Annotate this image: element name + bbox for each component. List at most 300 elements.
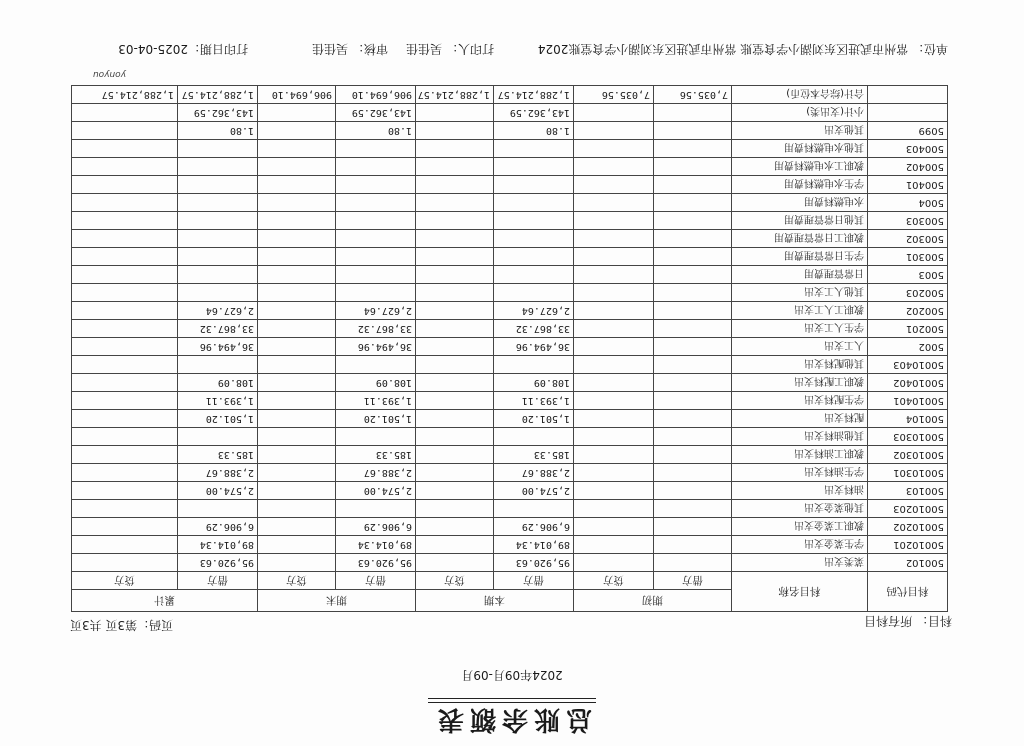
current-debit: 1,393.11: [494, 392, 574, 410]
current-credit: [416, 446, 494, 464]
cumulative-credit: [71, 554, 177, 572]
opening-credit: [574, 518, 654, 536]
table-row: [71, 554, 947, 572]
table-row: [71, 194, 947, 212]
closing-debit: [336, 248, 416, 266]
current-credit: [416, 230, 494, 248]
opening-credit: 7,035.56: [574, 86, 654, 104]
closing-debit: 2,388.67: [336, 464, 416, 482]
table-row: [71, 374, 947, 392]
opening-credit: [574, 554, 654, 572]
table-row: [71, 122, 947, 140]
table-row: [71, 320, 947, 338]
opening-debit: [654, 374, 732, 392]
closing-debit: [336, 158, 416, 176]
closing-debit: 36,494.96: [336, 338, 416, 356]
report-period: 2024年09月-09月: [461, 668, 563, 682]
current-credit: [416, 500, 494, 518]
cumulative-credit: [71, 104, 177, 122]
closing-credit: [258, 500, 336, 518]
footer-print-date: 打印日期：2025-04-03: [118, 42, 248, 56]
closing-debit: 143,362.59: [336, 104, 416, 122]
cumulative-debit: 1,501.20: [178, 410, 258, 428]
closing-debit: [336, 266, 416, 284]
account-name: 学生日常管理费用: [732, 248, 868, 266]
header-debit: 借方: [336, 572, 416, 590]
account-code: 5003: [868, 266, 948, 284]
closing-debit: 1.80: [336, 122, 416, 140]
closing-credit: [258, 536, 336, 554]
cumulative-debit: [178, 266, 258, 284]
cumulative-debit: [178, 230, 258, 248]
opening-debit: [654, 356, 732, 374]
closing-credit: [258, 266, 336, 284]
account-code: 50010302: [868, 446, 948, 464]
current-credit: [416, 212, 494, 230]
cumulative-credit: [71, 428, 177, 446]
opening-debit: [654, 230, 732, 248]
current-debit: [494, 266, 574, 284]
cumulative-debit: 33,867.32: [178, 320, 258, 338]
account-name: 其他菜金支出: [732, 500, 868, 518]
closing-credit: [258, 104, 336, 122]
closing-debit: 1,501.20: [336, 410, 416, 428]
closing-debit: 33,867.32: [336, 320, 416, 338]
closing-debit: 89,014.34: [336, 536, 416, 554]
table-row: [71, 392, 947, 410]
current-debit: [494, 428, 574, 446]
current-debit: 143,362.59: [494, 104, 574, 122]
opening-credit: [574, 356, 654, 374]
closing-debit: [336, 140, 416, 158]
cumulative-credit: [71, 248, 177, 266]
account-code: 50010403: [868, 356, 948, 374]
header-debit: 借方: [654, 572, 732, 590]
account-name: 学生菜金支出: [732, 536, 868, 554]
cumulative-debit: 89,014.34: [178, 536, 258, 554]
opening-debit: [654, 104, 732, 122]
opening-debit: [654, 266, 732, 284]
account-name: 学生油料支出: [732, 464, 868, 482]
current-credit: [416, 338, 494, 356]
cumulative-debit: 143,362.59: [178, 104, 258, 122]
account-code: [868, 86, 948, 104]
opening-credit: [574, 392, 654, 410]
header-debit: 借方: [178, 572, 258, 590]
account-code: 5099: [868, 122, 948, 140]
closing-credit: [258, 554, 336, 572]
current-credit: [416, 428, 494, 446]
closing-credit: [258, 338, 336, 356]
cumulative-debit: [178, 158, 258, 176]
current-debit: 6,906.29: [494, 518, 574, 536]
current-debit: [494, 284, 574, 302]
opening-debit: [654, 248, 732, 266]
account-code: 500201: [868, 320, 948, 338]
account-code: 500202: [868, 302, 948, 320]
cumulative-credit: [71, 284, 177, 302]
current-credit: [416, 554, 494, 572]
closing-debit: [336, 500, 416, 518]
header-credit: 贷方: [416, 572, 494, 590]
closing-credit: [258, 356, 336, 374]
closing-credit: [258, 194, 336, 212]
table-row: [71, 248, 947, 266]
header-credit: 贷方: [574, 572, 654, 590]
account-code: 500403: [868, 140, 948, 158]
current-debit: 108.09: [494, 374, 574, 392]
account-name: 学生水电燃料费用: [732, 176, 868, 194]
cumulative-debit: [178, 248, 258, 266]
opening-debit: [654, 482, 732, 500]
account-name: 其他日常管理费用: [732, 212, 868, 230]
table-row: [71, 518, 947, 536]
current-debit: 33,867.32: [494, 320, 574, 338]
opening-debit: [654, 320, 732, 338]
current-debit: [494, 230, 574, 248]
cumulative-debit: [178, 194, 258, 212]
table-row: [71, 536, 947, 554]
cumulative-debit: 36,494.96: [178, 338, 258, 356]
current-debit: [494, 356, 574, 374]
opening-debit: [654, 554, 732, 572]
opening-debit: [654, 392, 732, 410]
account-name: 其他支出: [732, 122, 868, 140]
header-cumulative: 累计: [71, 590, 257, 612]
closing-debit: [336, 284, 416, 302]
cumulative-debit: 2,388.67: [178, 464, 258, 482]
closing-credit: [258, 428, 336, 446]
account-code: 500301: [868, 248, 948, 266]
closing-credit: 906,694.10: [258, 86, 336, 104]
current-credit: [416, 464, 494, 482]
cumulative-credit: [71, 320, 177, 338]
header-current: 本期: [416, 590, 574, 612]
account-code: 500303: [868, 212, 948, 230]
opening-debit: [654, 410, 732, 428]
current-credit: 1,288,214.57: [416, 86, 494, 104]
cumulative-debit: 2,574.00: [178, 482, 258, 500]
account-code: 50010203: [868, 500, 948, 518]
table-row: [71, 464, 947, 482]
account-code: 50010202: [868, 518, 948, 536]
cumulative-credit: [71, 464, 177, 482]
closing-debit: 2,574.00: [336, 482, 416, 500]
account-name: 其他水电燃料费用: [732, 140, 868, 158]
subject-filter: 科目： 所有科目: [864, 614, 952, 628]
closing-debit: [336, 212, 416, 230]
closing-credit: [258, 446, 336, 464]
current-credit: [416, 518, 494, 536]
current-debit: [494, 248, 574, 266]
cumulative-debit: 95,920.63: [178, 554, 258, 572]
account-name: 教职工人工支出: [732, 302, 868, 320]
footer-printer: 打印人： 吴佳佳: [406, 42, 494, 56]
opening-debit: [654, 500, 732, 518]
account-code: 500103: [868, 482, 948, 500]
current-debit: [494, 212, 574, 230]
cumulative-credit: [71, 482, 177, 500]
current-debit: [494, 158, 574, 176]
account-name: 教职工配料支出: [732, 374, 868, 392]
opening-credit: [574, 320, 654, 338]
cumulative-debit: [178, 212, 258, 230]
account-code: [868, 104, 948, 122]
opening-debit: [654, 302, 732, 320]
closing-credit: [258, 320, 336, 338]
closing-debit: 108.09: [336, 374, 416, 392]
account-code: 500401: [868, 176, 948, 194]
opening-credit: [574, 104, 654, 122]
account-code: 50010402: [868, 374, 948, 392]
cumulative-credit: [71, 194, 177, 212]
current-debit: 1.80: [494, 122, 574, 140]
closing-credit: [258, 284, 336, 302]
current-credit: [416, 248, 494, 266]
closing-credit: [258, 176, 336, 194]
table-row: [71, 212, 947, 230]
current-credit: [416, 158, 494, 176]
closing-credit: [258, 212, 336, 230]
current-debit: 1,288,214.57: [494, 86, 574, 104]
current-debit: [494, 500, 574, 518]
cumulative-debit: [178, 284, 258, 302]
ledger-body: [71, 86, 947, 572]
closing-credit: [258, 374, 336, 392]
footer-unit: 单位： 常州市武进区东刘湖小学食堂账 常州市武进区东刘湖小学食堂账2024: [537, 42, 948, 56]
closing-debit: 906,694.10: [336, 86, 416, 104]
page-info: 页码：第3页 共3页: [70, 618, 174, 632]
closing-credit: [258, 464, 336, 482]
closing-credit: [258, 140, 336, 158]
table-row: [71, 446, 947, 464]
opening-credit: [574, 374, 654, 392]
closing-credit: [258, 410, 336, 428]
header-name: 科目名称: [732, 572, 868, 612]
current-debit: 89,014.34: [494, 536, 574, 554]
closing-debit: [336, 194, 416, 212]
account-name: 学生配料支出: [732, 392, 868, 410]
total-row: [71, 86, 947, 104]
opening-credit: [574, 284, 654, 302]
current-credit: [416, 374, 494, 392]
account-name: 教职工菜金支出: [732, 518, 868, 536]
cumulative-credit: [71, 302, 177, 320]
current-credit: [416, 284, 494, 302]
cumulative-debit: 1.80: [178, 122, 258, 140]
cumulative-debit: 185.33: [178, 446, 258, 464]
current-credit: [416, 140, 494, 158]
account-code: 50010301: [868, 464, 948, 482]
account-code: 50010201: [868, 536, 948, 554]
closing-credit: [258, 122, 336, 140]
closing-credit: [258, 482, 336, 500]
opening-credit: [574, 266, 654, 284]
closing-credit: [258, 230, 336, 248]
table-row: [71, 410, 947, 428]
table-row: [71, 302, 947, 320]
header-debit: 借方: [494, 572, 574, 590]
closing-debit: 1,393.11: [336, 392, 416, 410]
account-name: 教职工油料支出: [732, 446, 868, 464]
opening-credit: [574, 338, 654, 356]
current-credit: [416, 320, 494, 338]
cumulative-credit: [71, 518, 177, 536]
current-credit: [416, 482, 494, 500]
cumulative-credit: [71, 266, 177, 284]
closing-credit: [258, 158, 336, 176]
current-debit: 2,574.00: [494, 482, 574, 500]
opening-debit: [654, 518, 732, 536]
closing-credit: [258, 302, 336, 320]
opening-debit: [654, 140, 732, 158]
account-name: 其他油料支出: [732, 428, 868, 446]
closing-debit: [336, 230, 416, 248]
cumulative-credit: [71, 338, 177, 356]
account-name: 学生人工支出: [732, 320, 868, 338]
opening-credit: [574, 122, 654, 140]
opening-debit: [654, 428, 732, 446]
cumulative-credit: [71, 230, 177, 248]
current-debit: 2,627.64: [494, 302, 574, 320]
closing-credit: [258, 392, 336, 410]
cumulative-debit: 1,288,214.57: [178, 86, 258, 104]
account-name: 其他配料支出: [732, 356, 868, 374]
opening-credit: [574, 302, 654, 320]
closing-debit: [336, 356, 416, 374]
cumulative-debit: 108.09: [178, 374, 258, 392]
cumulative-credit: [71, 446, 177, 464]
account-name: 合计(综合本位币): [732, 86, 868, 104]
opening-debit: [654, 122, 732, 140]
account-name: 教职工水电燃料费用: [732, 158, 868, 176]
cumulative-debit: 2,627.64: [178, 302, 258, 320]
current-credit: [416, 266, 494, 284]
table-row: [71, 266, 947, 284]
opening-credit: [574, 428, 654, 446]
account-name: 其他人工支出: [732, 284, 868, 302]
current-debit: 2,388.67: [494, 464, 574, 482]
current-credit: [416, 392, 494, 410]
cumulative-debit: [178, 176, 258, 194]
opening-credit: [574, 140, 654, 158]
opening-debit: [654, 338, 732, 356]
header-closing: 期末: [258, 590, 416, 612]
closing-debit: 185.33: [336, 446, 416, 464]
cumulative-credit: [71, 410, 177, 428]
opening-debit: [654, 212, 732, 230]
account-name: 油料支出: [732, 482, 868, 500]
cumulative-debit: 1,393.11: [178, 392, 258, 410]
closing-debit: [336, 428, 416, 446]
opening-debit: [654, 194, 732, 212]
current-debit: [494, 176, 574, 194]
table-row: [71, 284, 947, 302]
table-row: [71, 428, 947, 446]
opening-credit: [574, 482, 654, 500]
account-name: 菜类支出: [732, 554, 868, 572]
account-name: 水电燃料费用: [732, 194, 868, 212]
table-row: [71, 338, 947, 356]
opening-debit: [654, 464, 732, 482]
cumulative-credit: [71, 212, 177, 230]
closing-debit: 2,627.64: [336, 302, 416, 320]
cumulative-debit: [178, 428, 258, 446]
opening-credit: [574, 194, 654, 212]
closing-credit: [258, 518, 336, 536]
header-opening: 期初: [574, 590, 732, 612]
cumulative-credit: [71, 356, 177, 374]
account-name: 小计(支出类): [732, 104, 868, 122]
table-row: [71, 500, 947, 518]
opening-credit: [574, 176, 654, 194]
current-credit: [416, 104, 494, 122]
table-row: [71, 158, 947, 176]
table-row: [71, 356, 947, 374]
current-debit: 185.33: [494, 446, 574, 464]
table-row: [71, 482, 947, 500]
opening-credit: [574, 212, 654, 230]
current-debit: 95,920.63: [494, 554, 574, 572]
opening-debit: [654, 536, 732, 554]
account-name: 日常管理费用: [732, 266, 868, 284]
header-code: 科目代码: [868, 572, 948, 612]
account-code: 50010303: [868, 428, 948, 446]
current-debit: 36,494.96: [494, 338, 574, 356]
cumulative-credit: [71, 176, 177, 194]
cumulative-debit: 6,906.29: [178, 518, 258, 536]
account-name: 人工支出: [732, 338, 868, 356]
opening-debit: [654, 158, 732, 176]
closing-debit: [336, 176, 416, 194]
balance-table: [71, 85, 948, 612]
current-credit: [416, 410, 494, 428]
cumulative-credit: [71, 122, 177, 140]
closing-debit: 95,920.63: [336, 554, 416, 572]
cumulative-credit: [71, 536, 177, 554]
header-credit: 贷方: [71, 572, 177, 590]
account-code: 500102: [868, 554, 948, 572]
opening-credit: [574, 500, 654, 518]
closing-debit: 6,906.29: [336, 518, 416, 536]
cumulative-credit: [71, 158, 177, 176]
cumulative-credit: 1,288,214.57: [71, 86, 177, 104]
current-credit: [416, 194, 494, 212]
opening-debit: [654, 284, 732, 302]
closing-credit: [258, 248, 336, 266]
account-code: 5004: [868, 194, 948, 212]
cumulative-debit: [178, 500, 258, 518]
table-row: [71, 104, 947, 122]
table-row: [71, 176, 947, 194]
brand-mark: yonyou: [92, 69, 126, 79]
opening-credit: [574, 230, 654, 248]
account-code: 5002: [868, 338, 948, 356]
current-credit: [416, 536, 494, 554]
current-credit: [416, 302, 494, 320]
current-debit: 1,501.20: [494, 410, 574, 428]
account-code: 50010401: [868, 392, 948, 410]
footer-reviewer: 审核： 吴佳佳: [312, 42, 388, 56]
opening-credit: [574, 410, 654, 428]
opening-debit: 7,035.56: [654, 86, 732, 104]
opening-credit: [574, 248, 654, 266]
account-name: 教职工日常管理费用: [732, 230, 868, 248]
opening-credit: [574, 446, 654, 464]
table-row: [71, 230, 947, 248]
account-name: 配料支出: [732, 410, 868, 428]
opening-credit: [574, 464, 654, 482]
